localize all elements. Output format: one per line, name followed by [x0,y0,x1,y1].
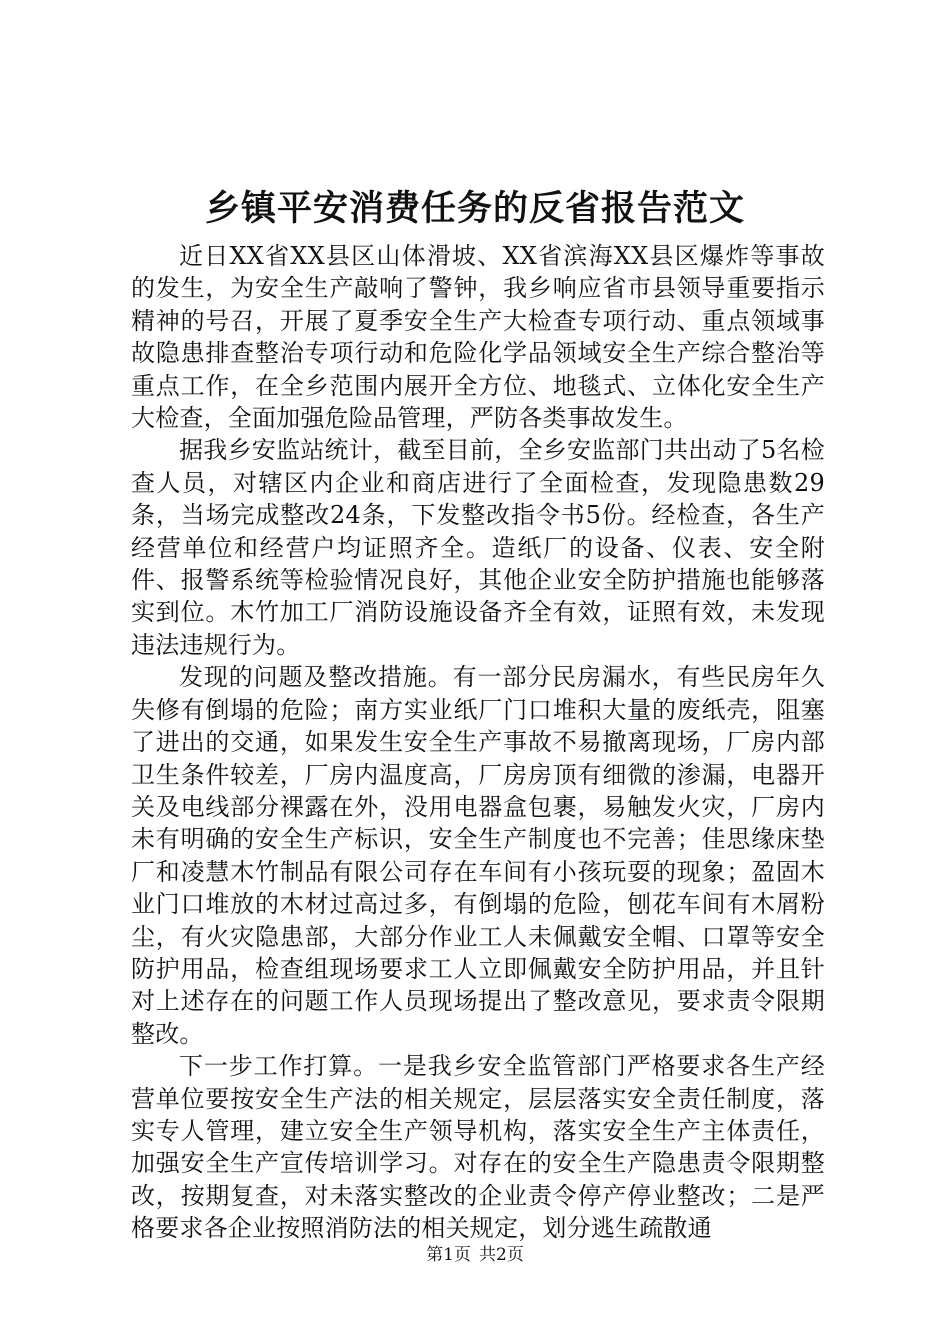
paragraph-problems: 发现的问题及整改措施。有一部分民房漏水，有些民房年久失修有倒塌的危险；南方实业纸厂门口堆积大量的废纸壳，阻塞了进出的交通，如果发生安全生产事故不易撤离现场，厂房内部卫生条件较差，厂房内温度高，厂房房顶有细微的渗漏，电器开关及电线部分裸露在外，没用电器盒包裹，易触发火灾，厂房内未有明确的安全生产标识，安全生产制度也不完善；佳思缘床垫厂和凌慧木竹制品有限公司存在车间有小孩玩耍的现象；盈固木业门口堆放的木材过高过多，有倒塌的危险，刨花车间有木屑粉尘，有火灾隐患部，大部分作业工人未佩戴安全帽、口罩等安全防护用品，检查组现场要求工人立即佩戴安全防护用品，并且针对上述存在的问题工作人员现场提出了整改意见，要求责令限期整改。 [131,663,825,1048]
page-total: 共2页 [479,1245,524,1265]
document-title: 乡镇平安消费任务的反省报告范文 [204,188,745,229]
page-number: 第1页 [426,1245,471,1265]
paragraph-next-steps: 下一步工作打算。一是我乡安全监管部门严格要求各生产经营单位要按安全生产法的相关规定，层层落实安全责任制度，落实专人管理，建立安全生产领导机构，落实安全生产主体责任，加强安全生产宣传培训学习。对存在的安全生产隐患责令限期整改，按期复查，对未落实整改的企业责令停产停业整改；二是严格要求各企业按照消防法的相关规定，划分逃生疏散通 [131,1052,825,1243]
paragraph-intro: 近日XX省XX县区山体滑坡、XX省滨海XX县区爆炸等事故的发生，为安全生产敲响了警钟，我乡响应省市县领导重要指示精神的号召，开展了夏季安全生产大检查专项行动、重点领域事故隐患排查整治专项行动和危险化学品领域安全生产综合整治等重点工作，在全乡范围内展开全方位、地毯式、立体化安全生产大检查，全面加强危险品管理，严防各类事故发生。 [131,242,825,433]
document-body [131,240,825,1245]
paragraph-statistics: 据我乡安监站统计，截至目前，全乡安监部门共出动了5名检查人员，对辖区内企业和商店进行了全面检查，发现隐患数29条，当场完成整改24条，下发整改指令书5份。经检查，各生产经营单位和经营户均证照齐全。造纸厂的设备、仪表、安全附件、报警系统等检验情况良好，其他企业安全防护措施也能够落实到位。木竹加工厂消防设施设备齐全有效，证照有效，未发现违法违规行为。 [131,436,825,659]
page-footer [0,1243,950,1267]
